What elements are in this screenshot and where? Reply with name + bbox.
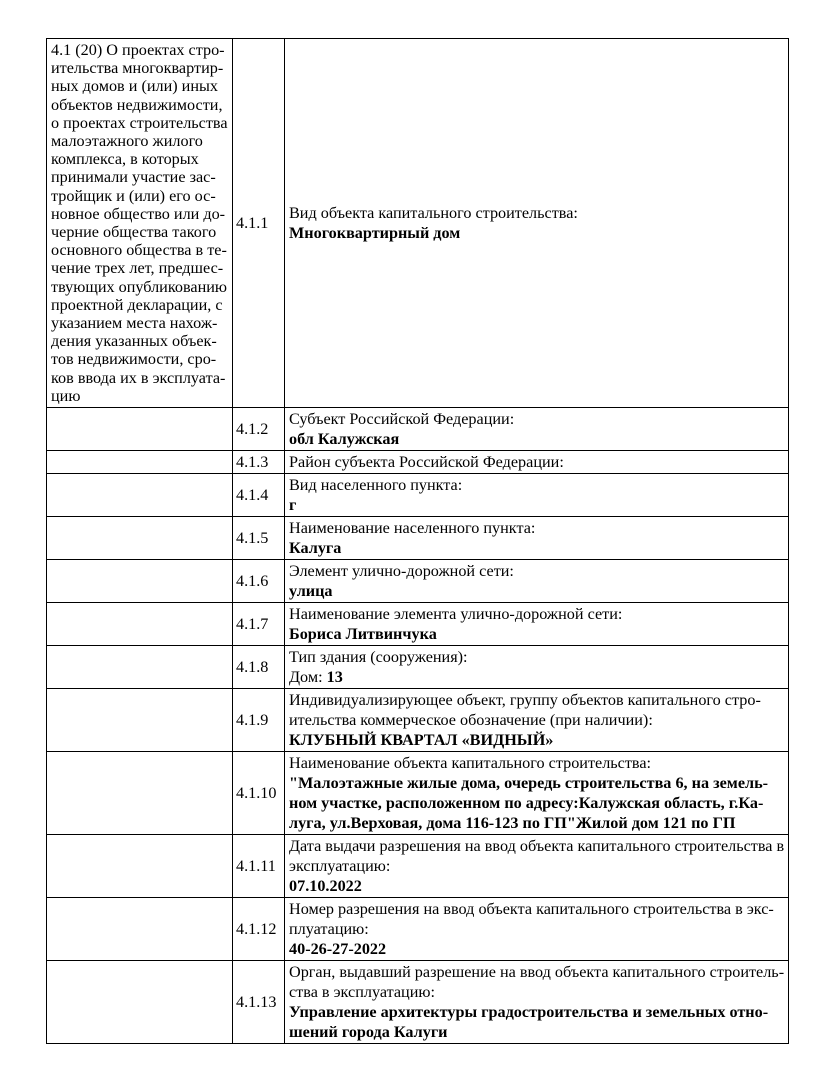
table-row-4-1-3 (47, 451, 789, 474)
field-value: обл Калужская (289, 430, 400, 449)
field-value: Управление архитектуры градостроительства и земельных отно- шений города Калуги (289, 1003, 769, 1042)
table-row-4-1-10 (47, 752, 789, 835)
table-row-4-1-4 (47, 474, 789, 517)
field-value-line (289, 773, 785, 833)
field-value-line (289, 730, 785, 750)
row-number: 4.1.6 (233, 560, 285, 603)
field-label: Субъект Российской Федерации: (289, 410, 515, 429)
field-value-line (289, 429, 785, 449)
empty-cell (47, 835, 233, 898)
row-number: 4.1.12 (233, 898, 285, 961)
row-number: 4.1.9 (233, 689, 285, 752)
field-value: Калуга (289, 539, 342, 558)
empty-cell (47, 603, 233, 646)
field-value: 07.10.2022 (289, 877, 362, 896)
row-number: 4.1.1 (233, 39, 285, 408)
field-value-line (289, 876, 785, 896)
field-label: Вид населенного пункта: (289, 476, 463, 495)
empty-cell (47, 961, 233, 1044)
field-value-line (289, 667, 785, 687)
field-value: г (289, 496, 297, 515)
field-value: 40-26-27-2022 (289, 940, 387, 959)
table-row-4-1-12 (47, 898, 789, 961)
empty-cell (47, 646, 233, 689)
table-row-4-1-6 (47, 560, 789, 603)
field-label: Дата выдачи разрешения на ввод объекта капитального строительства в эксплуатацию: (289, 837, 785, 876)
declaration-table (46, 38, 789, 1044)
field-label: Индивидуализирующее объект, группу объектов капитального стро- ительства коммерческое обозначение (при наличии): (289, 691, 761, 730)
field-cell (285, 961, 789, 1044)
table-row-4-1-1 (47, 39, 789, 408)
field-cell (285, 474, 789, 517)
field-label: Тип здания (сооружения): (289, 648, 468, 667)
field-value: КЛУБНЫЙ КВАРТАЛ «ВИДНЫЙ» (289, 731, 554, 750)
field-cell (285, 408, 789, 451)
field-cell (285, 835, 789, 898)
field-cell (285, 752, 789, 835)
field-cell (285, 451, 789, 474)
row-number: 4.1.3 (233, 451, 285, 474)
section-description: 4.1 (20) О проектах стро- ительства многоквартир- ных домов и (или) иных объектов недвижимости, о проектах строительства малоэтажного жилого комплекса, в которых принимали участие зас- тройщик и (или) его ос- новное общество или до- черние общества такого основного общества в те- чение трех лет, предшес- твующих опубликованию проектной декларации, с указанием места нахож- дения указанных объек- тов недвижимости, сро- ков ввода их в эксплуата- цию (47, 39, 233, 408)
table-row-4-1-8 (47, 646, 789, 689)
field-label: Район субъекта Российской Федерации: (289, 453, 564, 472)
field-cell (285, 689, 789, 752)
row-number: 4.1.4 (233, 474, 285, 517)
table-row-4-1-7 (47, 603, 789, 646)
table-row-4-1-13 (47, 961, 789, 1044)
table-row-4-1-11 (47, 835, 789, 898)
empty-cell (47, 451, 233, 474)
table-row-4-1-5 (47, 517, 789, 560)
empty-cell (47, 752, 233, 835)
row-number: 4.1.8 (233, 646, 285, 689)
field-value-line (289, 223, 785, 243)
field-value: улица (289, 582, 333, 601)
empty-cell (47, 898, 233, 961)
field-value-line (289, 1002, 785, 1042)
field-cell (285, 646, 789, 689)
empty-cell (47, 517, 233, 560)
field-label: Наименование элемента улично-дорожной сети: (289, 605, 623, 624)
row-number: 4.1.11 (233, 835, 285, 898)
field-value-line (289, 538, 785, 558)
empty-cell (47, 474, 233, 517)
empty-cell (47, 560, 233, 603)
table-row-4-1-9 (47, 689, 789, 752)
field-label: Наименование населенного пункта: (289, 519, 536, 538)
field-value-line (289, 581, 785, 601)
field-value-line (289, 939, 785, 959)
field-cell (285, 603, 789, 646)
field-value: "Малоэтажные жилые дома, очередь строительства 6, на земель- ном участке, расположенном по адресу:Калужская область, г.Ка- луга, ул.Верховая, дома 116-123 по ГП"Жилой дом 121 по ГП (289, 774, 769, 833)
field-value: 13 (326, 668, 343, 687)
row-number: 4.1.13 (233, 961, 285, 1044)
field-cell (285, 39, 789, 408)
table-row-4-1-2 (47, 408, 789, 451)
field-label: Вид объекта капитального строительства: (289, 204, 578, 223)
row-number: 4.1.5 (233, 517, 285, 560)
field-cell (285, 560, 789, 603)
empty-cell (47, 689, 233, 752)
field-value-prefix: Дом: (289, 668, 327, 687)
field-label: Элемент улично-дорожной сети: (289, 562, 514, 581)
row-number: 4.1.7 (233, 603, 285, 646)
field-value: Бориса Литвинчука (289, 625, 437, 644)
field-value-line (289, 624, 785, 644)
field-label: Номер разрешения на ввод объекта капитального строительства в экс- плуатацию: (289, 900, 774, 939)
empty-cell (47, 408, 233, 451)
field-label: Орган, выдавший разрешение на ввод объекта капитального строитель- ства в эксплуатацию: (289, 963, 785, 1002)
field-cell (285, 898, 789, 961)
row-number: 4.1.2 (233, 408, 285, 451)
field-value: Многоквартирный дом (289, 224, 461, 243)
field-label: Наименование объекта капитального строительства: (289, 754, 652, 773)
field-cell (285, 517, 789, 560)
row-number: 4.1.10 (233, 752, 285, 835)
field-value-line (289, 495, 785, 515)
